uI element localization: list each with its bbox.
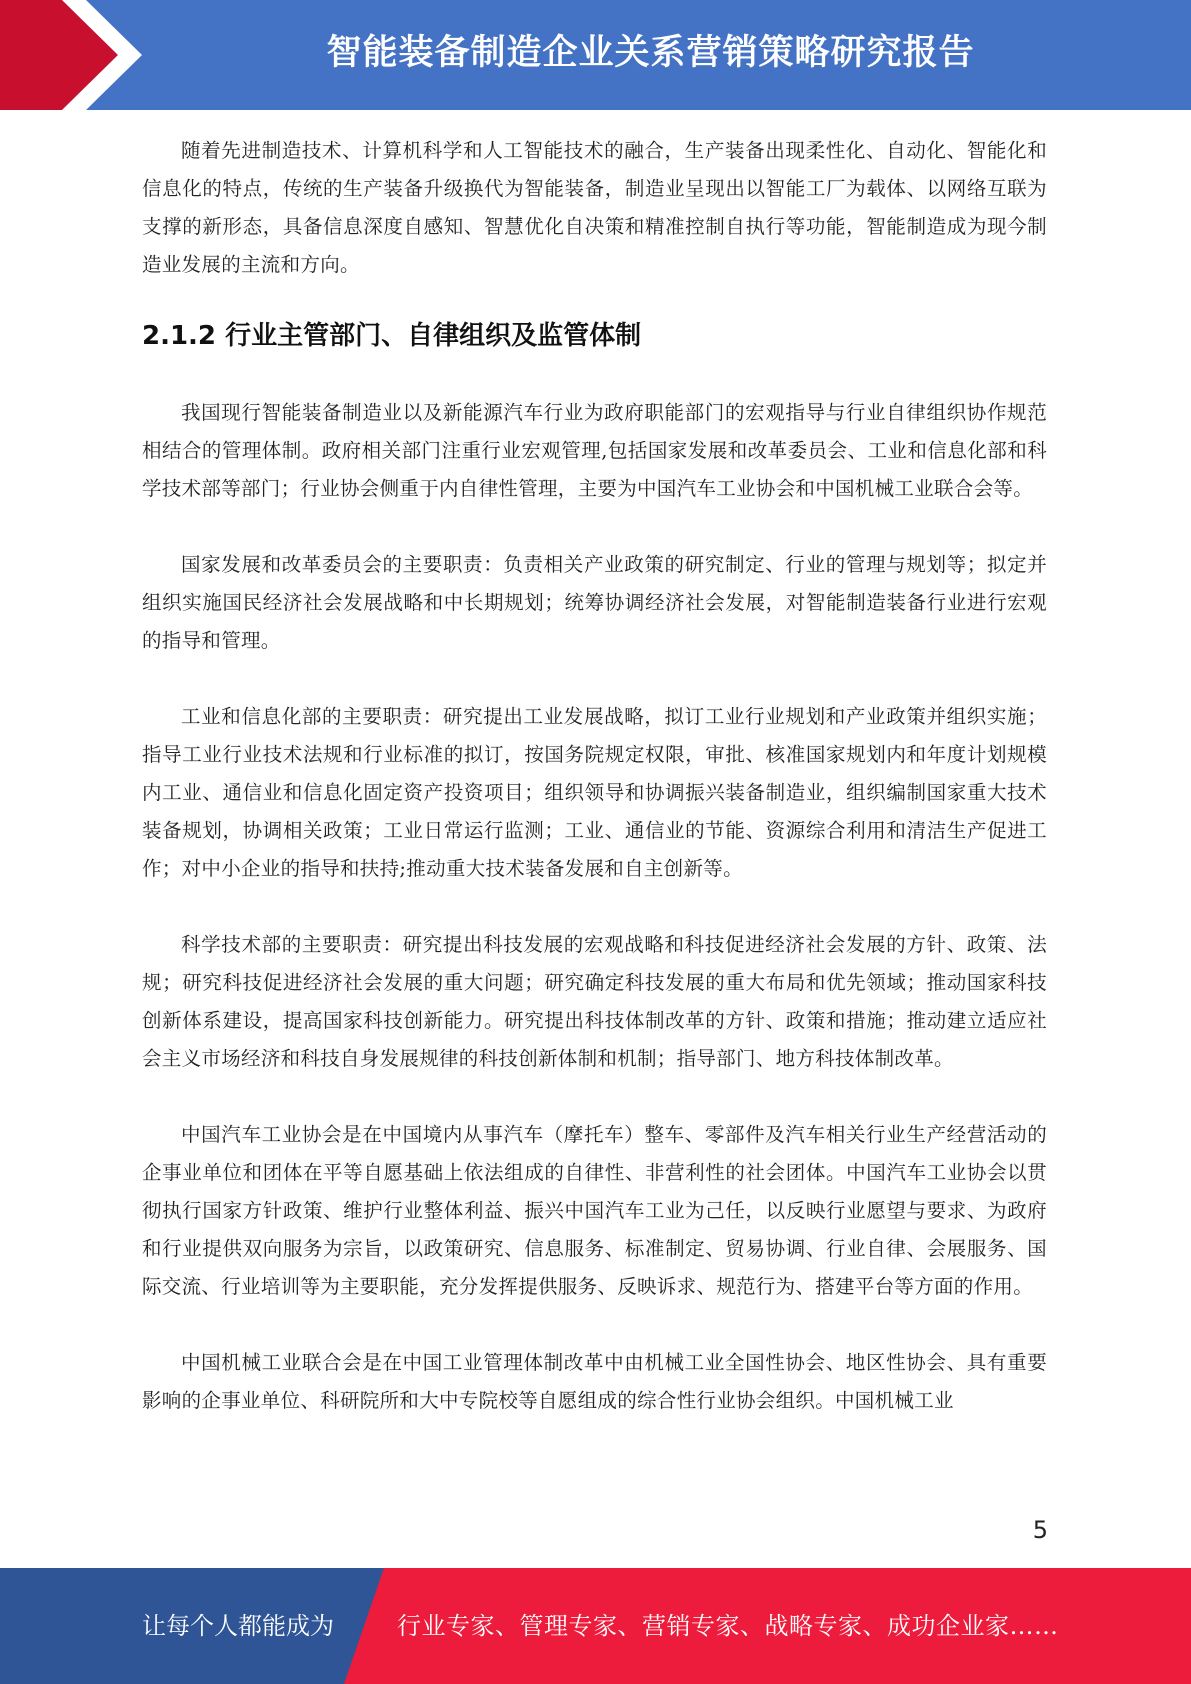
footer-slogan-right: 行业专家、管理专家、营销专家、战略专家、成功企业家…… — [397, 1612, 1059, 1640]
page-number: 5 — [1032, 1516, 1048, 1544]
body-paragraph: 工业和信息化部的主要职责：研究提出工业发展战略，拟订工业行业规划和产业政策并组织实施；指导工业行业技术法规和行业标准的拟订，按国务院规定权限，审批、核准国家规划内和年度计划规模内工业、通信业和信息化固定资产投资项目；组织领导和协调振兴装备制造业，组织编制国家重大技术装备规划，协调相关政策；工业日常运行监测；工业、通信业的节能、资源综合利用和清洁生产促进工作；对中小企业的指导和扶持;推动重大技术装备发展和自主创新等。 — [142, 705, 1047, 880]
body-paragraph: 科学技术部的主要职责：研究提出科技发展的宏观战略和科技促进经济社会发展的方针、政策、法规；研究科技促进经济社会发展的重大问题；研究确定科技发展的重大布局和优先领域；推动国家科技创新体系建设，提高国家科技创新能力。研究提出科技体制改革的方针、政策和措施；推动建立适应社会主义市场经济和科技自身发展规律的科技创新体制和机制；指导部门、地方科技体制改革。 — [142, 933, 1047, 1070]
body-paragraph: 中国机械工业联合会是在中国工业管理体制改革中由机械工业全国性协会、地区性协会、具有重要影响的企事业单位、科研院所和大中专院校等自愿组成的综合性行业协会组织。中国机械工业 — [142, 1351, 1047, 1412]
red-chevron-decoration — [0, 0, 150, 110]
body-paragraph: 随着先进制造技术、计算机科学和人工智能技术的融合，生产装备出现柔性化、自动化、智能化和信息化的特点，传统的生产装备升级换代为智能装备，制造业呈现出以智能工厂为载体、以网络互联为支撑的新形态，具备信息深度自感知、智慧优化自决策和精准控制自执行等功能，智能制造成为现今制造业发展的主流和方向。 — [142, 139, 1047, 276]
body-paragraph: 中国汽车工业协会是在中国境内从事汽车（摩托车）整车、零部件及汽车相关行业生产经营活动的企事业单位和团体在平等自愿基础上依法组成的自律性、非营利性的社会团体。中国汽车工业协会以贯彻执行国家方针政策、维护行业整体利益、振兴中国汽车工业为己任，以反映行业愿望与要求、为政府和行业提供双向服务为宗旨，以政策研究、信息服务、标准制定、贸易协调、行业自律、会展服务、国际交流、行业培训等为主要职能，充分发挥提供服务、反映诉求、规范行为、搭建平台等方面的作用。 — [142, 1123, 1047, 1298]
body-paragraph: 我国现行智能装备制造业以及新能源汽车行业为政府职能部门的宏观指导与行业自律组织协作规范相结合的管理体制。政府相关部门注重行业宏观管理,包括国家发展和改革委员会、工业和信息化部和科学技术部等部门；行业协会侧重于内自律性管理，主要为中国汽车工业协会和中国机械工业联合会等。 — [142, 401, 1047, 500]
page-footer — [0, 1568, 1191, 1684]
page-header — [0, 0, 1191, 110]
report-title: 智能装备制造企业关系营销策略研究报告 — [326, 33, 975, 73]
footer-slogan-left: 让每个人都能成为 — [142, 1612, 334, 1640]
document-body — [142, 132, 1047, 1420]
section-heading: 2.1.2 行业主管部门、自律组织及监管体制 — [142, 321, 642, 351]
body-paragraph: 国家发展和改革委员会的主要职责：负责相关产业政策的研究制定、行业的管理与规划等；拟定并组织实施国民经济社会发展战略和中长期规划；统筹协调经济社会发展，对智能制造装备行业进行宏观的指导和管理。 — [142, 553, 1047, 652]
